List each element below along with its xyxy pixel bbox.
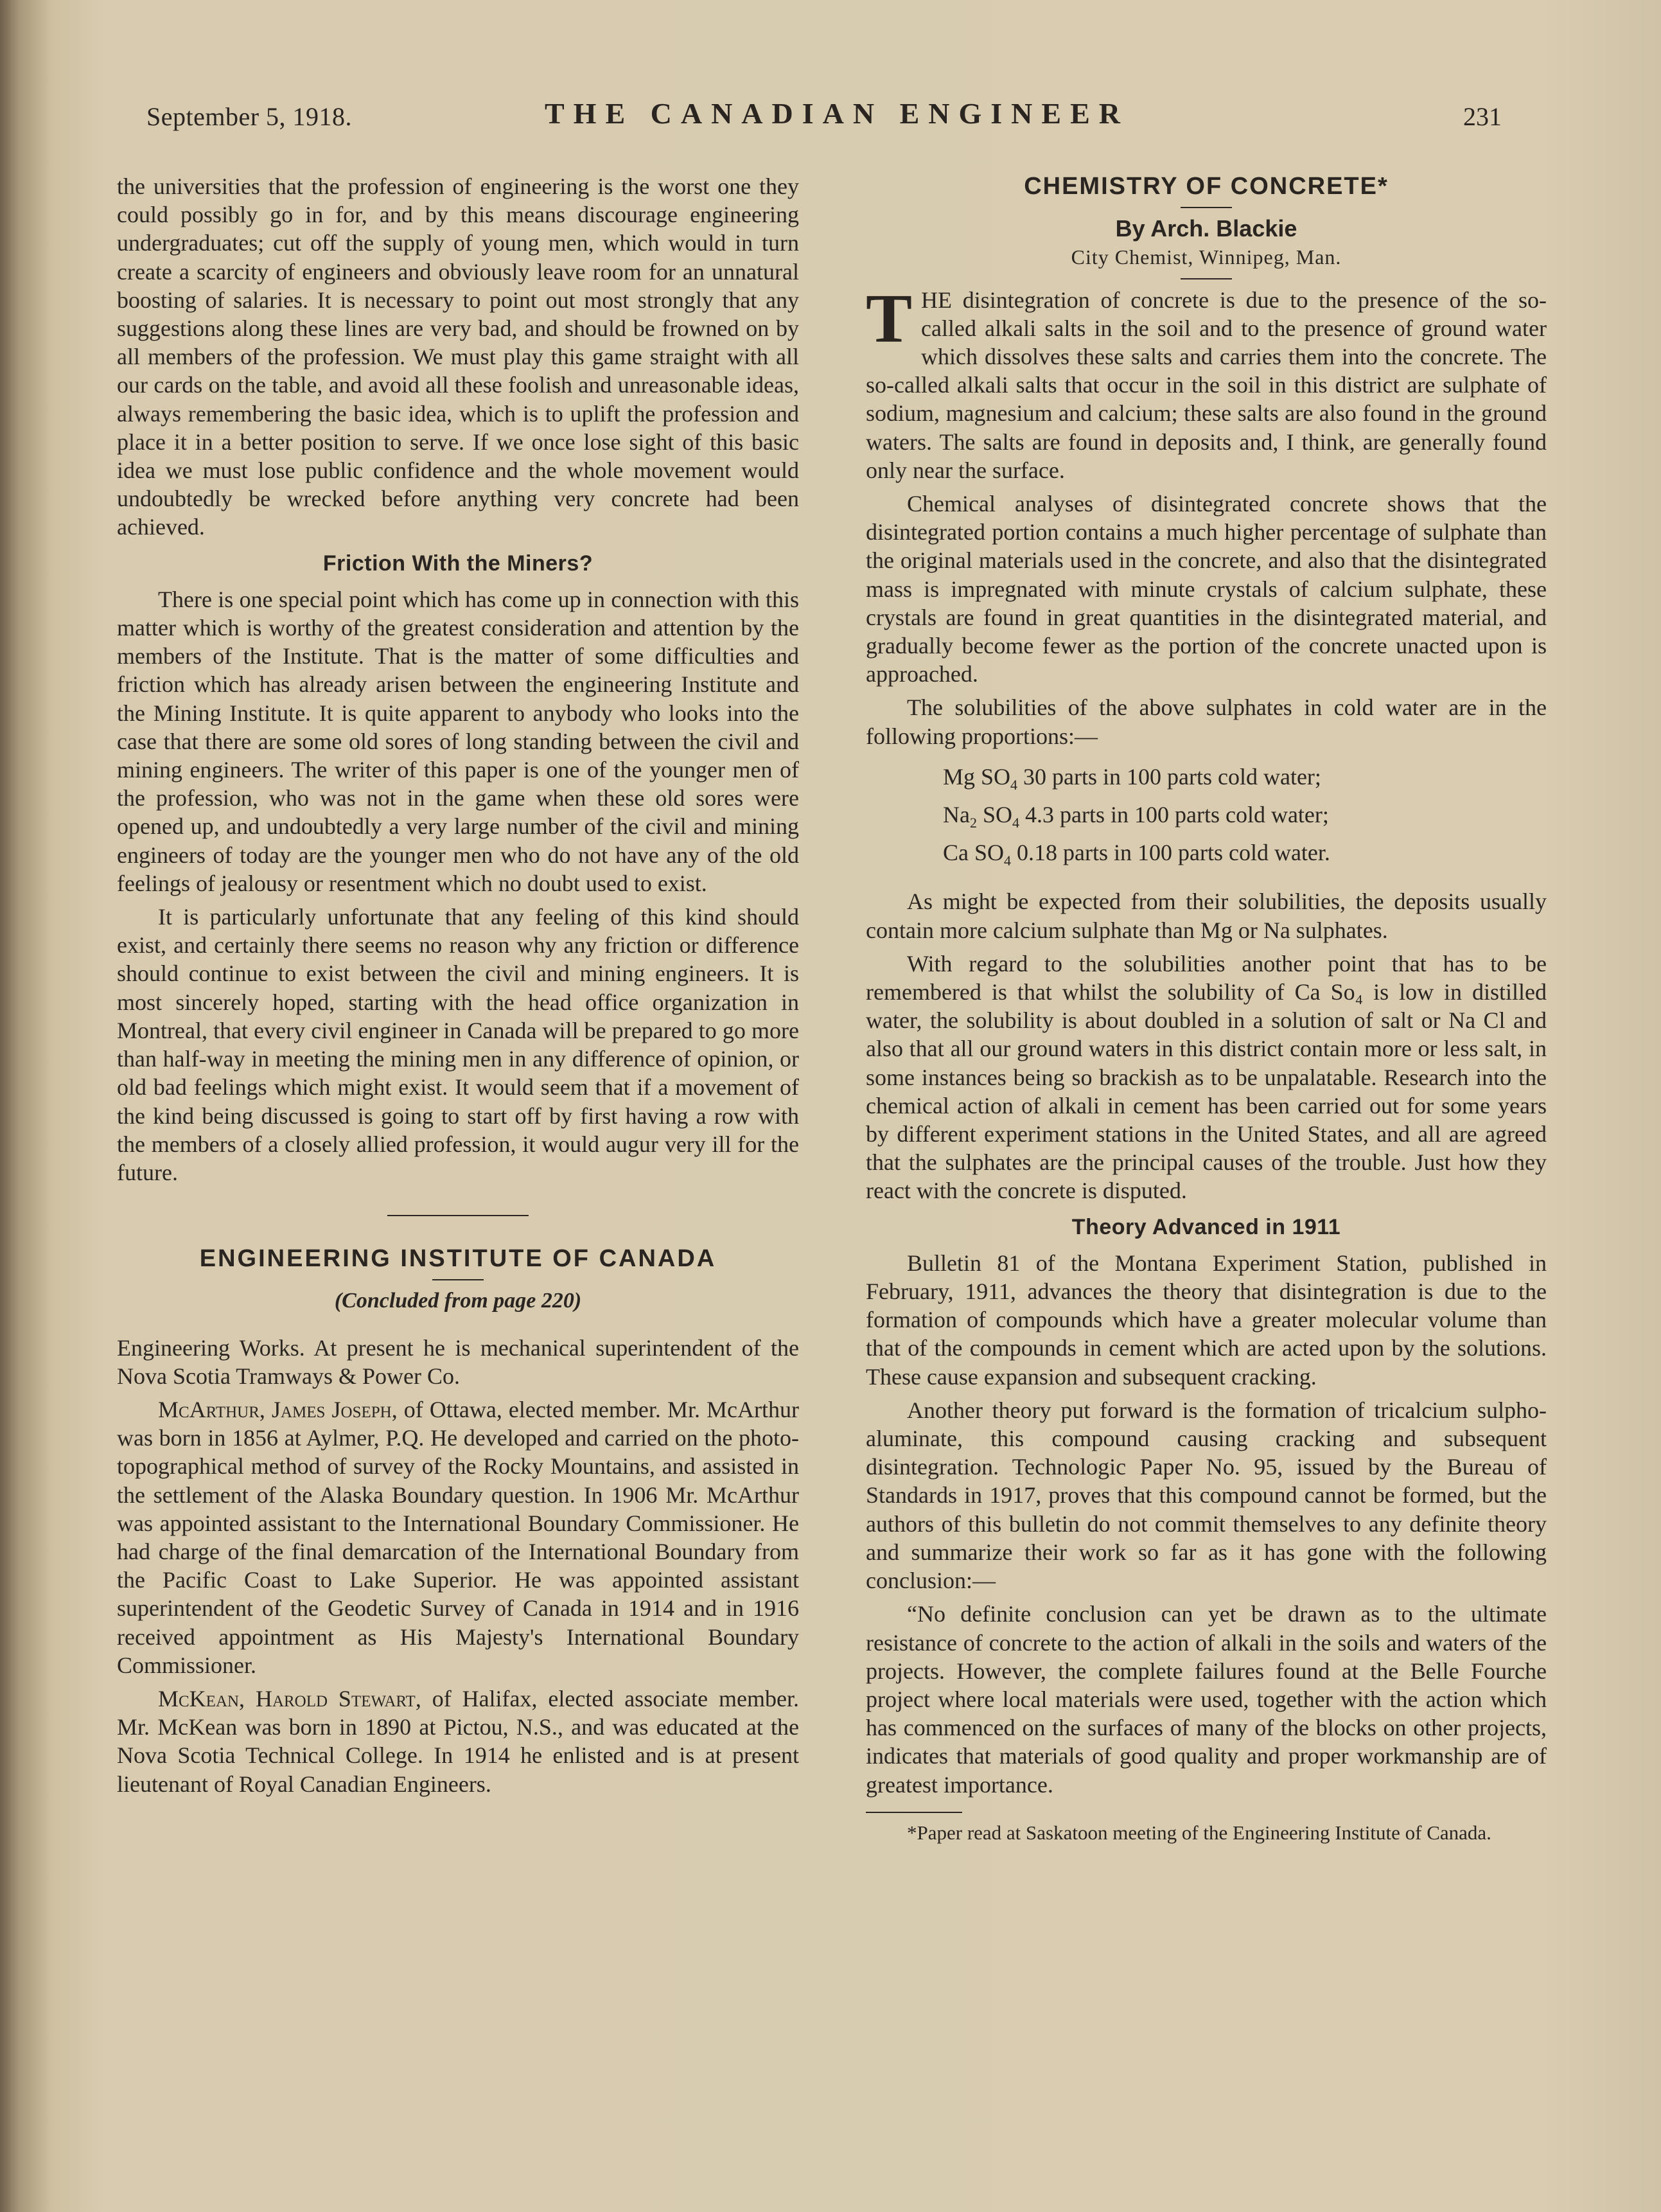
- member-name: McKean, Harold Stewart,: [158, 1685, 421, 1712]
- member-text: of Halifax, elected associate member. Mr. McKean was born in 1890 at Pictou, N.S., and was educated at the Nova Scotia Technical College. In 1914 he enlisted and is at present lieutenant of Royal Canadian Engineers.: [117, 1685, 799, 1797]
- paragraph: The solubilities of the above sulphates in cold water are in the following proportions:—: [866, 695, 1547, 749]
- formula-line: $Na_2$ $SO_4$ 4.3 parts in 100 parts cold water;: [943, 802, 1329, 831]
- footnote: *Paper read at Saskatoon meeting of the Engineering Institute of Canada.: [907, 1821, 1491, 1844]
- member-text: of Ottawa, elected member. Mr. McArthur was born in 1856 at Aylmer, P.Q. He developed and carried on the photo-topographical method of survey of the Rocky Mountains, and assisted in the settlement of the Alaska Boundary question. In 1906 Mr. McArthur was appointed assistant to the International Boundary Commissioner. He had charge of the final demarcation of the International Boundary from the Pacific Coast to Lake Superior. He was appointed assistant superintendent of the Geodetic Survey of Canada in 1914 and in 1916 received appointment as His Majesty's International Boundary Commissioner.: [117, 1396, 799, 1678]
- article-title-eic: ENGINEERING INSTITUTE OF CANADA: [199, 1245, 717, 1273]
- paragraph: There is one special point which has come up in connection with this matter which is worthy of the greatest consideration and attention by the members of the Institute. That is the matter of some difficulties and friction which has already arisen between the engineering Institute and the Mining Institute. It is quite apparent to anybody who looks into the case that there are some old sores of long standing between the civil and mining engineers. The writer of this paper is one of the younger men of the profession, who was not in the game when these old sores were opened up, and undoubtedly a very large number of the civil and mining engineers of today are the younger men who do not have any of the old feelings of jealousy or resentment which no doubt used to exist.: [117, 586, 799, 896]
- solubility-table: [943, 762, 1547, 876]
- footnote-rule: [866, 1812, 962, 1813]
- right-column: [866, 172, 1547, 1845]
- issue-date: September 5, 1918.: [146, 102, 353, 131]
- author-affiliation: City Chemist, Winnipeg, Man.: [1071, 245, 1342, 269]
- paragraph: “No definite conclusion can yet be drawn as to the ultimate resistance of concrete to the action of alkali in the soils and waters of the projects. However, the complete failures found at the Belle Fourche project where local materials were used, together with the action which has commenced on the surfaces of many of the blocks on other projects, indicates that materials of good quality and proper workmanship are of greatest importance.: [866, 1601, 1547, 1798]
- masthead: THE CANADIAN ENGINEER: [545, 97, 1129, 130]
- formula-line: Ca $SO_4$ 0.18 parts in 100 parts cold water.: [943, 840, 1330, 869]
- paragraph: As might be expected from their solubilities, the deposits usually contain more calcium sulphate than Mg or Na sulphates.: [866, 889, 1547, 943]
- paragraph: Bulletin 81 of the Montana Experiment Station, published in February, 1911, advances the theory that disintegration is due to the formation of compounds which have a greater molecular volume than that of the compounds in cement which are acted upon by the solutions. These cause expansion and subsequent cracking.: [866, 1250, 1547, 1390]
- member-entry-mcarthur: [117, 1395, 799, 1679]
- paragraph-lead: [866, 280, 1547, 484]
- paragraph: Chemical analyses of disintegrated concrete shows that the disintegrated portion contains a much higher percentage of sulphate than the original materials used in the concrete, and also that the disintegrated mass is impregnated with minute crystals of calcium sulphate, these crystals are found in great quantities in the disintegrated material, and gradually become fewer as the portion of the concrete unacted upon is approached.: [866, 491, 1547, 687]
- paragraph: Engineering Works. At present he is mechanical superintendent of the Nova Scotia Tramways & Power Co.: [117, 1334, 799, 1389]
- title-rule: [1181, 207, 1232, 208]
- page-number: 231: [1463, 102, 1502, 131]
- formula-line: Mg $SO_4$ 30 parts in 100 parts cold water;: [943, 763, 1321, 793]
- section-heading-friction: Friction With the Miners?: [322, 551, 593, 576]
- paragraph: With regard to the solubilities another point that has to be remembered is that whilst the solubility of Ca So₄ is low in distilled water, the solubility is about doubled in a solution of salt or Na Cl and also that all our ground waters in this district contain more or less salt, in some instances being so brackish as to be unpalatable. Research into the chemical action of alkali in cement has been carried out for some years by different experiment stations in the United States, and all are agreed that the sulphates are the principal causes of the trouble. Just how they react with the concrete is disputed.: [866, 950, 1547, 1204]
- byline-rule: [1181, 278, 1232, 279]
- section-divider: [387, 1215, 529, 1216]
- drop-cap: T: [866, 280, 913, 357]
- paragraph: It is particularly unfortunate that any feeling of this kind should exist, and certainly there seems no reason why any friction or difference should continue to exist between the civil and mining engineers. It is most sincerely hoped, starting with the head office organization in Montreal, that every civil engineer in Canada will be prepared to go more than half-way in meeting the mining men in any difference of opinion, or old bad feelings which might exist. It would seem that if a movement of the kind being discussed is going to start off by first having a row with the members of a closely allied profession, it would augur very ill for the future.: [117, 904, 799, 1185]
- paragraph: the universities that the profession of engineering is the worst one they could possibly go in for, and by this means discourage engineering undergraduates; cut off the supply of young men, which would in turn create a scarcity of engineers and obviously leave room for an unnatural boosting of salaries. It is necessary to point out most strongly that any suggestions along these lines are very bad, and should be frowned on by all members of the profession. We must play this game straight with all our cards on the table, and avoid all these foolish and unreasonable ideas, always remembering the basic idea, which is to uplift the profession and place it in a better position to serve. If we once lose sight of this basic idea we must lose public confidence and the whole movement would undoubtedly be wrecked before anything very concrete had been achieved.: [117, 173, 799, 540]
- continuation-note: (Concluded from page 220): [334, 1289, 582, 1313]
- member-entry-mckean: [117, 1685, 799, 1798]
- author-byline: By Arch. Blackie: [1115, 215, 1297, 242]
- member-name: McArthur, James Joseph,: [158, 1396, 398, 1422]
- paragraph: Another theory put forward is the formation of tricalcium sulpho-aluminate, this compound causing cracking and subsequent disintegration. Technologic Paper No. 95, issued by the Bureau of Standards in 1917, proves that this compound cannot be formed, but the authors of this bulletin do not commit themselves to any definite theory and summarize their work so far as it has gone with the following conclusion:—: [866, 1397, 1547, 1594]
- left-column: [117, 172, 799, 1803]
- section-heading-theory: Theory Advanced in 1911: [1071, 1214, 1341, 1239]
- article-title-chemistry: CHEMISTRY OF CONCRETE*: [1024, 173, 1389, 200]
- title-rule: [432, 1279, 484, 1280]
- paragraph-text: HE disintegration of concrete is due to the presence of the so-called alkali salts in the soil and to the presence of ground water which dissolves these salts and carries them into the concrete. The so-called alkali salts that occur in the soil in this district are sulphate of sodium, magnesium and calcium; these salts are also found in the ground waters. The salts are found in deposits and, I think, are generally found only near the surface.: [866, 287, 1547, 483]
- page-header: [146, 96, 1521, 141]
